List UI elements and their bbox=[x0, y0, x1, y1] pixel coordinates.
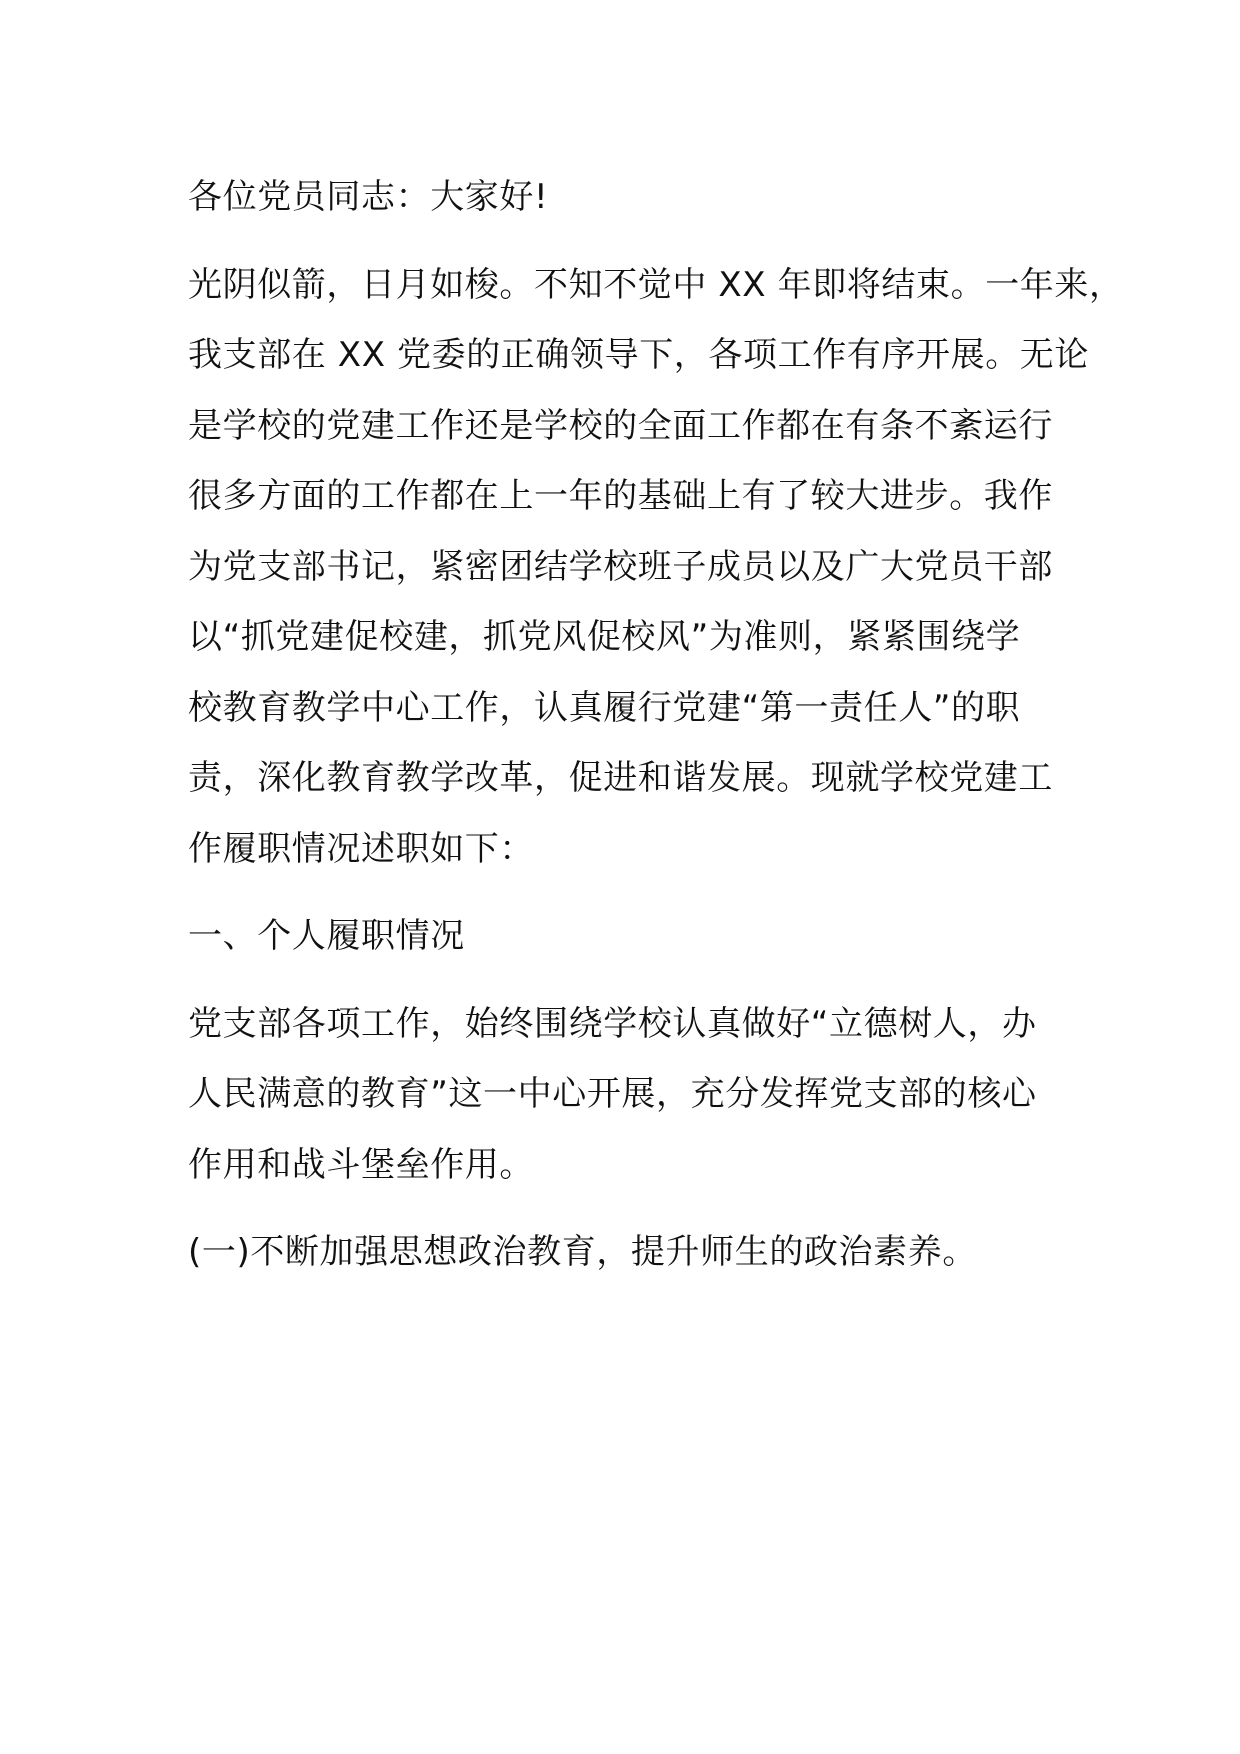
section-heading-paragraph bbox=[188, 901, 1108, 972]
intro-line: 以“抓党建促校建，抓党风促校风”为准则，紧紧围绕学 bbox=[188, 617, 1021, 657]
section-paragraph bbox=[188, 989, 1108, 1201]
intro-line: 责，深化教育教学改革，促进和谐发展。现就学校党建工 bbox=[188, 758, 1053, 798]
intro-paragraph bbox=[188, 250, 1124, 885]
section-heading: 一、个人履职情况 bbox=[188, 916, 465, 956]
intro-line: 光阴似箭，日月如梭。不知不觉中 XX 年即将结束。一年来， bbox=[188, 264, 1124, 305]
intro-line: 作履职情况述职如下： bbox=[188, 828, 534, 869]
intro-line: 校教育教学中心工作，认真履行党建“第一责任人”的职 bbox=[188, 687, 1021, 728]
intro-line: 是学校的党建工作还是学校的全面工作都在有条不紊运行 bbox=[188, 405, 1053, 446]
greeting-paragraph bbox=[188, 162, 1108, 233]
intro-line: 为党支部书记，紧密团结学校班子成员以及广大党员干部 bbox=[188, 546, 1053, 587]
document-page bbox=[188, 162, 1124, 1305]
section-line: 作用和战斗堡垒作用。 bbox=[188, 1144, 534, 1185]
intro-line: 我支部在 XX 党委的正确领导下，各项工作有序开展。无论 bbox=[188, 335, 1089, 375]
section-line: 人民满意的教育”这一中心开展，充分发挥党支部的核心 bbox=[188, 1074, 1037, 1114]
subsection-heading: (一)不断加强思想政治教育，提升师生的政治素养。 bbox=[188, 1232, 977, 1272]
intro-line: 很多方面的工作都在上一年的基础上有了较大进步。我作 bbox=[188, 476, 1053, 516]
subsection-heading-paragraph bbox=[188, 1217, 1108, 1288]
section-line: 党支部各项工作，始终围绕学校认真做好“立德树人，办 bbox=[188, 1003, 1037, 1044]
greeting: 各位党员同志：大家好! bbox=[188, 177, 549, 217]
